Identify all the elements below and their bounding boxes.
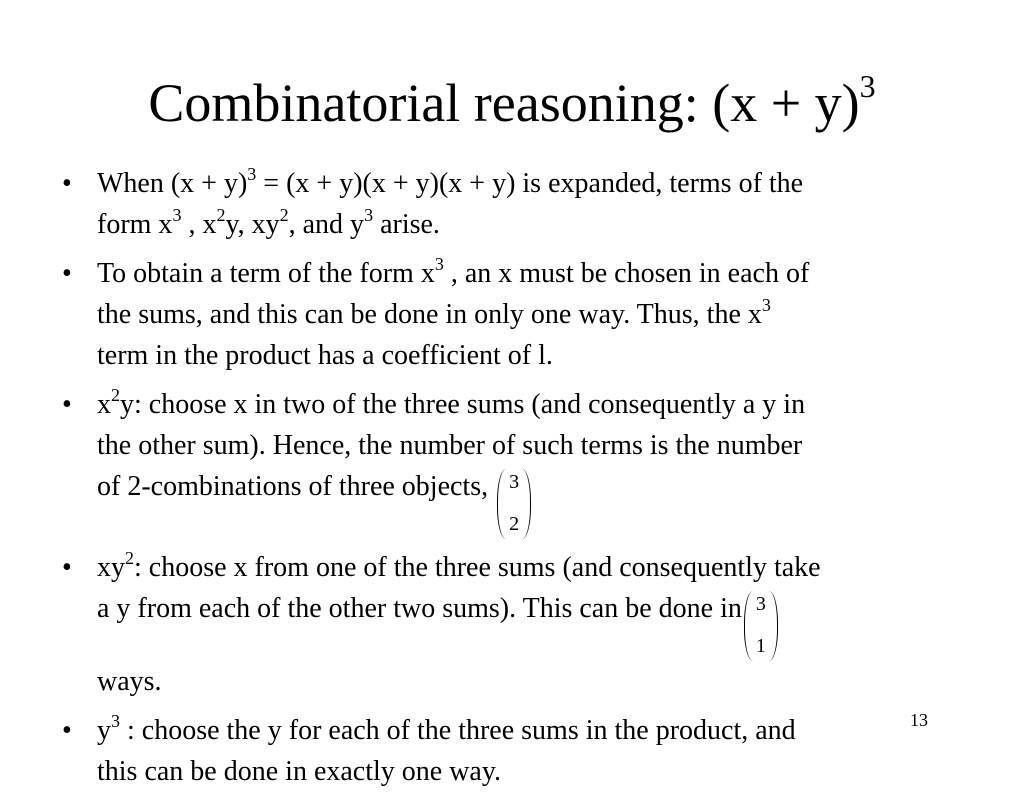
bullet-text: term in the product has a coefficient of l.: [97, 340, 553, 371]
bullet-line: [97, 163, 992, 204]
bullet-marker: •: [62, 715, 72, 746]
bullet-line: [97, 384, 992, 425]
bullet-line: [97, 661, 992, 702]
bullet-marker: •: [62, 258, 72, 289]
bullet-text: the sums, and this can be done in only one way. Thus, the x: [97, 299, 762, 330]
bullet-text: form x: [97, 209, 173, 240]
bullet-item: [62, 547, 992, 702]
bullet-text: To obtain a term of the form x: [97, 258, 435, 289]
binomial-coefficient: [742, 591, 780, 661]
bullet-marker: •: [62, 552, 72, 583]
bullet-item: [62, 163, 992, 245]
bullet-marker: •: [62, 389, 72, 420]
bullet-text: , x: [181, 209, 217, 240]
bullet-text: ways.: [97, 666, 162, 697]
bullet-text: arise.: [373, 209, 440, 240]
superscript-exponent: 3: [111, 711, 120, 731]
binomial-top: 3: [509, 471, 520, 493]
slide-title-text: Combinatorial reasoning: (x + y): [148, 73, 860, 133]
slide-number: 13: [910, 710, 928, 730]
bullet-item: [62, 710, 992, 792]
superscript-exponent: 2: [216, 205, 226, 225]
bullet-item: [62, 384, 992, 539]
bullet-text: of 2-combinations of three objects,: [97, 471, 496, 502]
bullet-line: [97, 751, 992, 792]
bullet-line: [97, 547, 992, 588]
bullet-line: [97, 335, 992, 376]
bullet-text: : choose the y for each of the three sums in the product, and: [120, 715, 796, 746]
bullet-line: [97, 466, 992, 539]
bullet-line: [97, 253, 992, 294]
bullet-text: y: choose x in two of the three sums (and consequently a y in: [120, 389, 806, 420]
slide-title: [0, 70, 1024, 136]
binomial-top: 3: [755, 593, 766, 615]
bullet-text: : choose x from one of the three sums (and consequently take: [134, 552, 821, 583]
slide-title-exponent: 3: [859, 68, 876, 104]
bullet-text: the other sum). Hence, the number of such terms is the number: [97, 430, 803, 461]
superscript-exponent: 2: [125, 548, 134, 568]
bullet-text: , an x must be chosen in each of: [443, 258, 810, 289]
bullet-text: , and y: [288, 209, 365, 240]
bullet-list: [62, 163, 992, 800]
superscript-exponent: 3: [172, 205, 182, 225]
bullet-text: this can be done in exactly one way.: [97, 756, 502, 787]
bullet-item: [62, 253, 992, 376]
bullet-text: y, xy: [225, 209, 280, 240]
bullet-line: [97, 588, 992, 661]
superscript-exponent: 2: [111, 385, 120, 405]
bullet-line: [97, 710, 992, 751]
bullet-text: = (x + y)(x + y)(x + y) is expanded, terms of the: [256, 168, 804, 199]
superscript-exponent: 3: [364, 205, 374, 225]
superscript-exponent: 3: [761, 295, 771, 315]
superscript-exponent: 3: [434, 254, 444, 274]
superscript-exponent: 3: [247, 164, 257, 184]
bullet-text: xy: [97, 552, 125, 583]
bullet-line: [97, 204, 992, 245]
bullet-text: x: [97, 389, 111, 420]
superscript-exponent: 2: [279, 205, 289, 225]
binomial-bottom: 1: [755, 635, 766, 657]
bullet-marker: •: [62, 168, 72, 199]
binomial-coefficient: [495, 469, 533, 539]
bullet-line: [97, 294, 992, 335]
bullet-text: a y from each of the other two sums). This can be done in: [97, 593, 742, 624]
binomial-bottom: 2: [509, 513, 520, 535]
bullet-text: When (x + y): [97, 168, 248, 199]
bullet-text: y: [97, 715, 111, 746]
bullet-line: [97, 425, 992, 466]
